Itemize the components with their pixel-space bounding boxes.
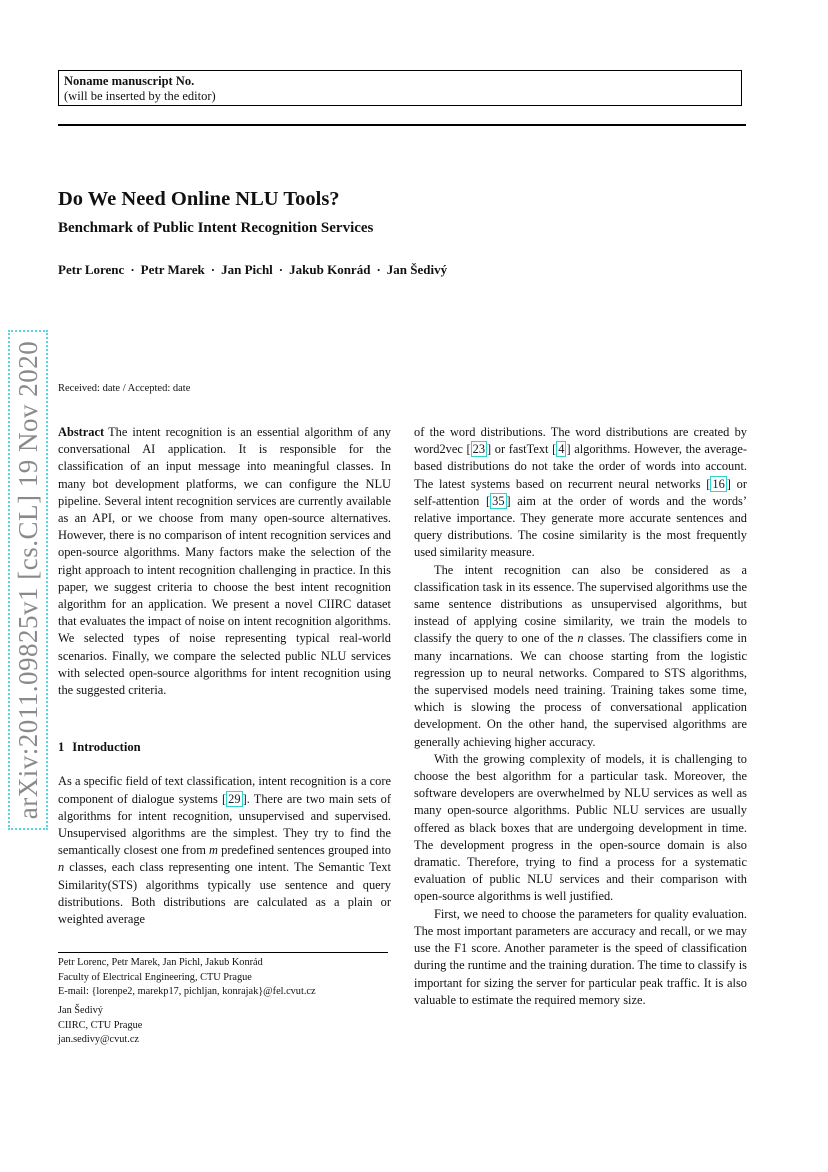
- text-run: of the word distributions. The word distributions are created by word2vec: [414, 425, 747, 457]
- text-run: classes. The classifiers come in many incarnations. We can choose starting from the logistic regression up to neural networks. Compared to STS algorithms, the supervised models need training. Training takes some time, which is slowing the process of conversational application development. On the other hand, the supervised algorithms are generally achieving higher accuracy.: [414, 631, 747, 749]
- text-run: predefined sentences grouped into: [217, 843, 391, 858]
- text-run: The intent recognition can also be considered as a classification task in its essence. The supervised algorithms use the same sentence distributions as unsupervised algorithms, but instead of applying cosine similarity, we train the models to classify the query to one of the: [414, 562, 747, 646]
- body-paragraph: [414, 562, 747, 751]
- paper-title: Do We Need Online NLU Tools?: [58, 188, 340, 210]
- author-affiliation-footnote: [58, 1004, 398, 1048]
- footnote-email[interactable]: E-mail: {lorenpe2, marekp17, pichljan, konrajak}@fel.cvut.cz: [58, 986, 316, 997]
- manuscript-number: Noname manuscript No.: [64, 74, 195, 88]
- author-name: Petr Marek: [140, 262, 205, 277]
- text-run: aim at the order of words and the words’ relative importance. They generate more accurate sentences and query distributions. The cosine similarity is the most frequently used similarity measure.: [414, 493, 747, 560]
- footnote-line: Faculty of Electrical Engineering, CTU Prague: [58, 971, 252, 983]
- intro-paragraph: As a specific field of text classification, intent recognition is a core component of dialogue systems [ 29 ]. There are two main sets of algorithms for intent recognition, unsupervised and supervised. Unsupervised algorithms are the simplest. They try to find the semantically closest one from m predefined sentences grouped into n classes, each class representing one intent. The Semantic Text Similarity(STS) algorithms typically use sentence and query distributions. Both distributions are calculated as a plain or weighted average: [58, 774, 391, 927]
- author-separator: ·: [130, 262, 135, 277]
- received-date: Received: date / Accepted: date: [58, 383, 191, 394]
- text-run: . There are two main sets of algorithms for intent recognition, unsupervised and supervised. Unsupervised algorithms are the simplest. They try to find the semantically closest one from: [58, 791, 391, 858]
- footnote-email[interactable]: jan.sedivy@cvut.cz: [58, 1034, 139, 1045]
- math-var: n: [58, 860, 65, 875]
- author-name: Jakub Konrád: [289, 262, 371, 277]
- citation-link[interactable]: 4: [558, 442, 565, 457]
- header-rule: [58, 124, 746, 126]
- section-heading: [58, 739, 391, 756]
- citation-link[interactable]: 35: [492, 493, 505, 508]
- author-list: [58, 262, 447, 278]
- footnote-line: Petr Lorenc, Petr Marek, Jan Pichl, Jakub Konrád: [58, 957, 263, 968]
- editor-box: [58, 70, 742, 106]
- author-separator: ·: [376, 262, 381, 277]
- citation-link[interactable]: 16: [712, 476, 725, 491]
- math-var: m: [209, 843, 218, 858]
- editor-note: (will be inserted by the editor): [64, 89, 216, 103]
- text-run: As a specific field of text classification, intent recognition is a core component of dialogue systems: [58, 774, 391, 806]
- abstract: [58, 424, 391, 699]
- text-run: or self-attention: [414, 476, 747, 508]
- paper-subtitle: Benchmark of Public Intent Recognition Services: [58, 220, 374, 236]
- math-var: n: [577, 631, 584, 646]
- text-run: algorithms. However, the average-based distributions do not take the order of words into account. The latest systems based on recurrent neural networks: [414, 442, 747, 491]
- body-paragraph: First, we need to choose the parameters for quality evaluation. The most important parameters are accuracy and recall, or we may use the F1 score. Another parameter is the speed of classification during the runtime and the training duration. The time to classify is important for sizing the server for particular peak traffic. It is also valuable to estimate the required memory size.: [414, 906, 747, 1007]
- right-column: [414, 424, 747, 1009]
- author-name: Jan Pichl: [221, 262, 273, 277]
- author-name: Petr Lorenc: [58, 262, 125, 277]
- author-separator: ·: [210, 262, 216, 277]
- footnote-rule: [58, 952, 388, 953]
- body-paragraph: With the growing complexity of models, it is challenging to choose the best algorithm for a particular task. Moreover, the software developers are overwhelmed by NLU services as well as many open-source algorithms. Public NLU services are usually offered as black boxes that are undergoing development in time. The development progress in the open-source domain is also dramatic. Therefore, trying to find a process for a systematic evaluation of public NLU services and their comparison with open-source algorithms is well justified.: [414, 751, 747, 904]
- body-paragraph: of the word distributions. The word distributions are created by word2vec [ 23 ] or fastText [ 4 ] algorithms. However, the average-based distributions do not take the order of words into account. The latest systems based on recurrent neural networks [ 16 ] or self-attention [ 35 ] aim at the order of words and the words’ relative importance. They generate more accurate sentences and query distributions. The cosine similarity is the most frequently used similarity measure.: [414, 425, 747, 560]
- abstract-text: The intent recognition is an essential algorithm of any conversational AI application. It is responsible for the classification of an input message into meaningful classes. In many bot development platforms, we can configure the NLU pipeline. Several intent recognition services are currently available as an API, or we choose from many open-source alternatives. However, there is no comparison of intent recognition services and open-source algorithms. Many factors make the selection of the right approach to intent recognition challenging in practice. In this paper, we suggest criteria to choose the best intent recognition algorithm for an application. We present a novel CIIRC dataset that evaluates the impact of noise on intent recognition algorithms. We selected types of noise representing typical real-world scenarios. Finally, we compare the selected public NLU services with selected open-source algorithms for intent recognition using the suggested criteria.: [58, 425, 391, 698]
- footnote-line: CIIRC, CTU Prague: [58, 1019, 143, 1031]
- citation-link[interactable]: 29: [228, 791, 241, 806]
- author-separator: ·: [278, 262, 284, 277]
- abstract-heading: Abstract: [58, 425, 105, 439]
- citation-link[interactable]: 23: [472, 442, 486, 457]
- footnote-line: Jan Šedivý: [58, 1005, 103, 1016]
- author-name: Jan Šedivý: [386, 262, 448, 277]
- section-title: Introduction: [72, 740, 141, 755]
- arxiv-identifier[interactable]: arXiv:2011.09825v1 [cs.CL] 19 Nov 2020: [13, 340, 43, 820]
- left-column: [58, 424, 391, 928]
- section-number: 1: [58, 740, 65, 755]
- text-run: classes, each class representing one intent. The Semantic Text Similarity(STS) algorithms typically use sentence and query distributions. Both distributions are calculated as a plain or weighted average: [58, 860, 391, 927]
- text-run: or fastText: [491, 442, 553, 457]
- author-affiliation-footnote: [58, 956, 398, 1000]
